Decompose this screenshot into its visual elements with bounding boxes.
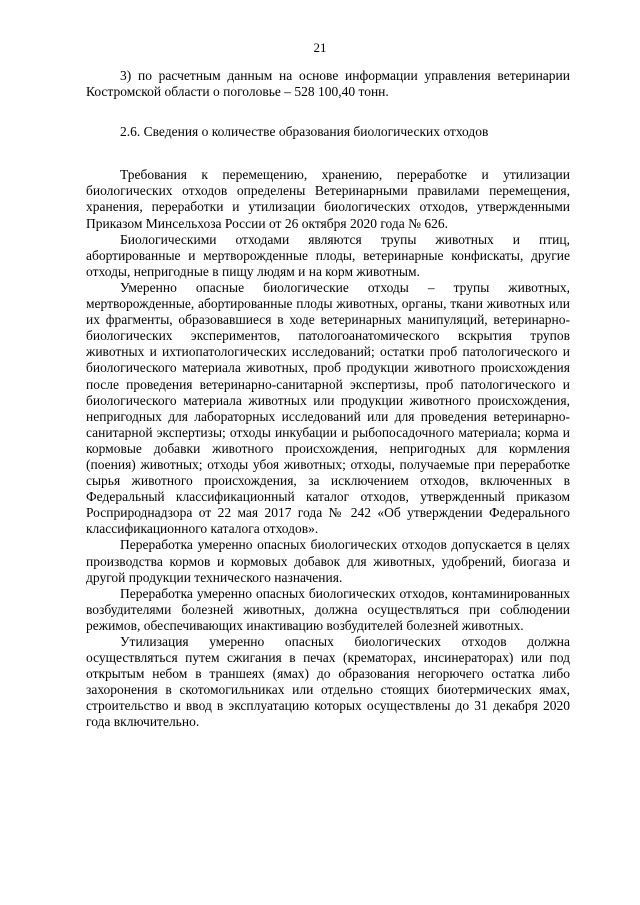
paragraph-contaminated-processing: Переработка умеренно опасных биологических отходов, контаминированных возбудителями болезней животных, должна осуществляться при соблюдении режимов, обеспечивающих инактивацию возбудителей болезней животных. [86,585,570,633]
paragraph-moderately-hazardous: Умеренно опасные биологические отходы – трупы животных, мертворожденные, абортированные плоды животных, органы, ткани животных или их фрагменты, образовавшиеся в ходе ветеринарных манипуляций, ветеринарно-биологических экспериментов, патологоанатомического вскрытия трупов животных и ихтиопатологических исследований; остатки проб патологического и биологического материала животных, проб продукции животного происхождения после проведения ветеринарно-санитарной экспертизы, проб патологического и биологического материала животных или продукции животного происхождения, непригодных для лабораторных исследований или для проведения ветеринарно-санитарной экспертизы; отходы инкубации и рыбопосадочного материала; корма и кормовые добавки животного происхождения, непригодных для кормления (поения) животных; отходы убоя животных; отходы, получаемые при переработке сырья животного происхождения, за исключением отходов, включенных в Федеральный классификационный каталог отходов, утвержденный приказом Росприроднадзора от 22 мая 2017 года № 242 «Об утверждении Федерального классификационного каталога отходов». [86,279,570,537]
section-heading: 2.6. Сведения о количестве образования биологических отходов [120,124,489,140]
paragraph-disposal: Утилизация умеренно опасных биологических отходов должна осуществляться путем сжигания в печах (крематорах, инсинераторах) или под открытым небом в траншеях (ямах) до образования негорючего остатка либо захоронения в скотомогильниках или отдельно стоящих биотермических ямах, строительство и ввод в эксплуатацию которых осуществлены до 31 декабря 2020 года включительно. [86,634,570,730]
intro-paragraph: 3) по расчетным данным на основе информации управления ветеринарии Костромской области о поголовье – 528 100,40 тонн. [86,68,570,100]
page-number: 21 [313,40,327,55]
paragraph-requirements: Требования к перемещению, хранению, переработке и утилизации биологических отходов определены Ветеринарными правилами перемещения, хранения, переработки и утилизации биологических отходов, утвержденными Приказом Минсельхоза России от 26 октября 2020 года № 626. [86,167,570,231]
document-body [86,68,570,731]
paragraph-processing-purposes: Переработка умеренно опасных биологических отходов допускается в целях производства кормов и кормовых добавок для животных, удобрений, биогаза и другой продукции технического назначения. [86,537,570,585]
paragraph-definition: Биологическими отходами являются трупы животных и птиц, абортированные и мертворожденные плоды, ветеринарные конфискаты, другие отходы, непригодные в пищу людям и на корм животным. [86,231,570,279]
